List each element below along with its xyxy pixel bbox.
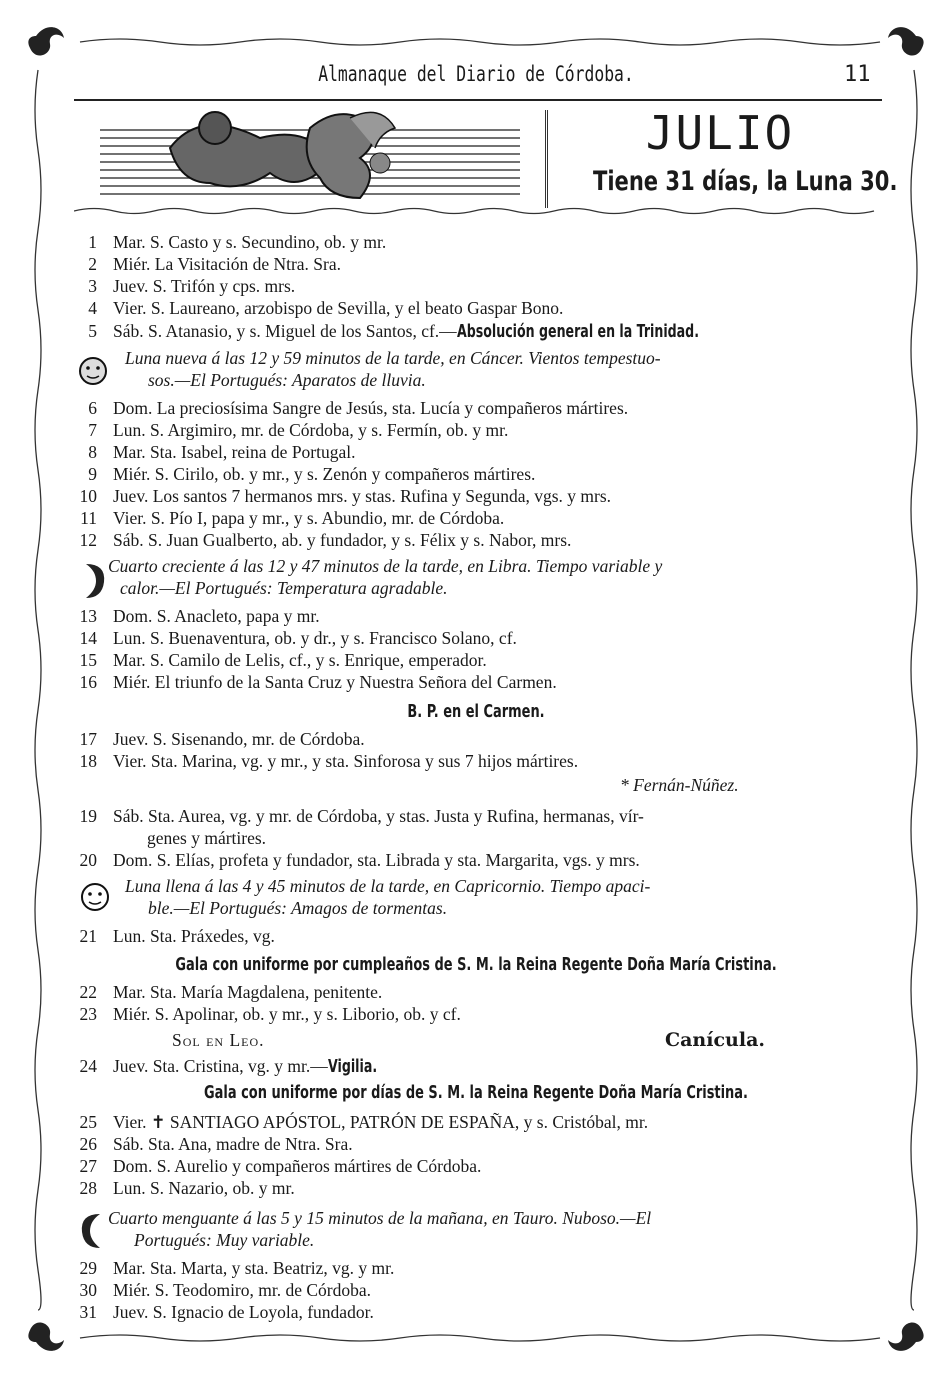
sol-en-leo: Sol en Leo. [172,1030,265,1050]
running-title: Almanaque del Diario de Córdoba. [318,62,634,86]
header-rule [74,99,882,101]
canicula: Canícula. [665,1029,765,1051]
fernan-nunez-note: * Fernán-Núñez. [620,775,739,795]
wavy-rule [74,206,884,216]
page-number: 11 [844,62,871,87]
last-quarter-icon [80,1210,104,1250]
gala-note-name-day: Gala con uniforme por días de S. M. la Reina Regente Doña María Cristina. [204,1082,748,1103]
header-divider [545,110,548,208]
month-info: Tiene 31 días, la Luna 30. [592,166,898,197]
bp-carmen-note: B. P. en el Carmen. [407,701,545,722]
vigilia-note: Vigilia. [327,1057,377,1077]
new-moon-icon [78,356,108,386]
full-moon-icon [80,882,110,912]
month-name: JULIO [645,106,795,160]
first-quarter-icon [82,560,106,600]
absolucion-note: Absolución general en la Trinidad. [456,322,699,342]
leo-engraving [100,108,520,208]
gala-note-birthday: Gala con uniforme por cumpleaños de S. M. la Reina Regente Doña María Cristina. [175,954,777,975]
